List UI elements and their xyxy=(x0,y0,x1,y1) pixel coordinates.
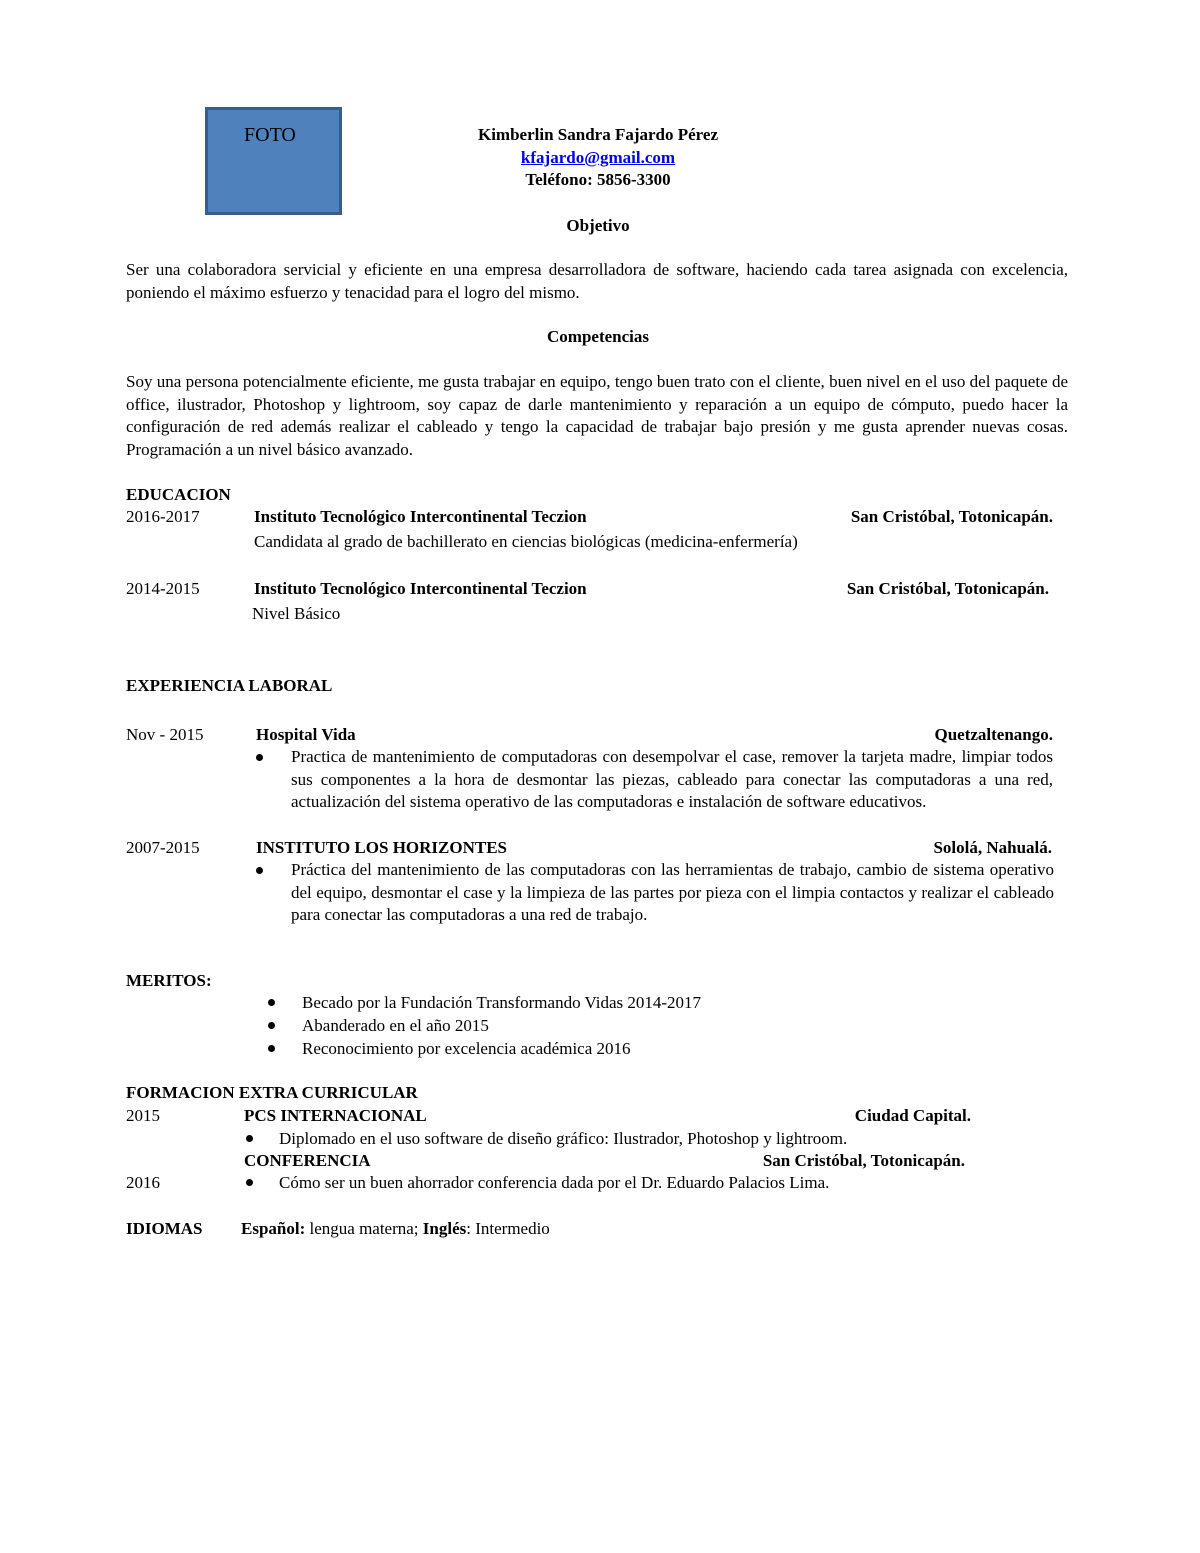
experience-employer: INSTITUTO LOS HORIZONTES xyxy=(256,838,507,857)
education-detail: Candidata al grado de bachillerato en ciencias biológicas (medicina-enfermería) xyxy=(254,532,798,551)
education-location: San Cristóbal, Totonicapán. xyxy=(846,579,1049,598)
language-name: Inglés xyxy=(422,1219,467,1238)
merit-item: Abanderado en el año 2015 xyxy=(302,1016,489,1035)
phone-line: Teléfono: 5856-3300 xyxy=(525,170,671,189)
extra-year: 2015 xyxy=(126,1106,160,1125)
experience-employer: Hospital Vida xyxy=(256,725,356,744)
experience-dates: 2007-2015 xyxy=(126,838,200,857)
education-title: EDUCACION xyxy=(126,485,231,504)
email-line xyxy=(398,147,798,169)
extra-bullet: Cómo ser un buen ahorrador conferencia dada por el Dr. Eduardo Palacios Lima. xyxy=(279,1173,830,1192)
language-level: : Intermedio xyxy=(466,1219,550,1238)
competencies-text: Soy una persona potencialmente eficiente, me gusta trabajar en equipo, tengo buen trato con el cliente, buen nivel en el uso del paquete de office, ilustrador, Photoshop y lightroom, soy capaz de darle mantenimiento y reparación a un equipo de cómputo, puedo hacer la configuración de red además realizar el cableado y tengo la capacidad de trabajar bajo presión y me gusta aprender nuevas cosas. Programación a un nivel básico avanzado. xyxy=(126,372,1068,459)
languages-title: IDIOMAS xyxy=(126,1219,203,1238)
experience-location: Sololá, Nahualá. xyxy=(933,838,1052,857)
extra-year: 2016 xyxy=(126,1173,160,1192)
photo-label: FOTO xyxy=(244,124,296,146)
merit-item: Becado por la Fundación Transformando Vidas 2014-2017 xyxy=(302,993,702,1012)
education-institution: Instituto Tecnológico Intercontinental Teczion xyxy=(254,507,587,526)
bullet-icon xyxy=(268,1022,275,1029)
bullet-icon xyxy=(268,1045,275,1052)
bullet-icon xyxy=(256,754,263,761)
merit-item: Reconocimiento por excelencia académica 2016 xyxy=(302,1039,631,1058)
extra-name: PCS INTERNACIONAL xyxy=(244,1106,427,1125)
education-years: 2016-2017 xyxy=(126,507,200,526)
language-name: Español: xyxy=(241,1219,306,1238)
photo-placeholder xyxy=(205,107,342,215)
bullet-icon xyxy=(268,999,275,1006)
extra-location: Ciudad Capital. xyxy=(854,1106,971,1125)
experience-location: Quetzaltenango. xyxy=(934,725,1053,744)
education-institution: Instituto Tecnológico Intercontinental Teczion xyxy=(254,579,587,598)
bullet-icon xyxy=(256,867,263,874)
merits-title: MERITOS: xyxy=(126,971,212,990)
education-years: 2014-2015 xyxy=(126,579,200,598)
objective-title: Objetivo xyxy=(566,216,630,235)
objective-text: Ser una colaboradora servicial y eficiente en una empresa desarrolladora de software, haciendo cada tarea asignada con excelencia, poniendo el máximo esfuerzo y tenacidad para el logro del mismo. xyxy=(126,260,1068,302)
extra-bullet: Diplomado en el uso software de diseño gráfico: Ilustrador, Photoshop y lightroom. xyxy=(279,1129,848,1148)
extra-location: San Cristóbal, Totonicapán. xyxy=(762,1151,965,1170)
email-link[interactable]: kfajardo@gmail.com xyxy=(520,148,676,167)
languages-line xyxy=(241,1218,550,1240)
experience-title: EXPERIENCIA LABORAL xyxy=(126,676,333,695)
experience-bullet: Práctica del mantenimiento de las computadoras con las herramientas de trabajo, cambio de sistema operativo del equipo, desmontar el case y la limpieza de las partes por pieza con el limpia contactos y realizar el cableado para conectar las computadoras a una red de trabajo. xyxy=(291,860,1054,924)
education-detail: Nivel Básico xyxy=(252,604,341,623)
experience-dates: Nov - 2015 xyxy=(126,725,204,744)
experience-bullet: Practica de mantenimiento de computadoras con desempolvar el case, remover la tarjeta madre, limpiar todos sus componentes a la hora de desmontar las piezas, cableado para conectar las computadoras a una red, actualización del sistema operativo de las computadoras e instalación de software educativos. xyxy=(291,747,1053,811)
extra-title: FORMACION EXTRA CURRICULAR xyxy=(126,1083,418,1102)
bullet-icon xyxy=(246,1135,253,1142)
bullet-icon xyxy=(246,1179,253,1186)
candidate-name: Kimberlin Sandra Fajardo Pérez xyxy=(477,125,719,144)
language-level: lengua materna; xyxy=(305,1219,423,1238)
education-location: San Cristóbal, Totonicapán. xyxy=(850,507,1053,526)
competencies-title: Competencias xyxy=(547,327,649,346)
extra-name: CONFERENCIA xyxy=(244,1151,371,1170)
